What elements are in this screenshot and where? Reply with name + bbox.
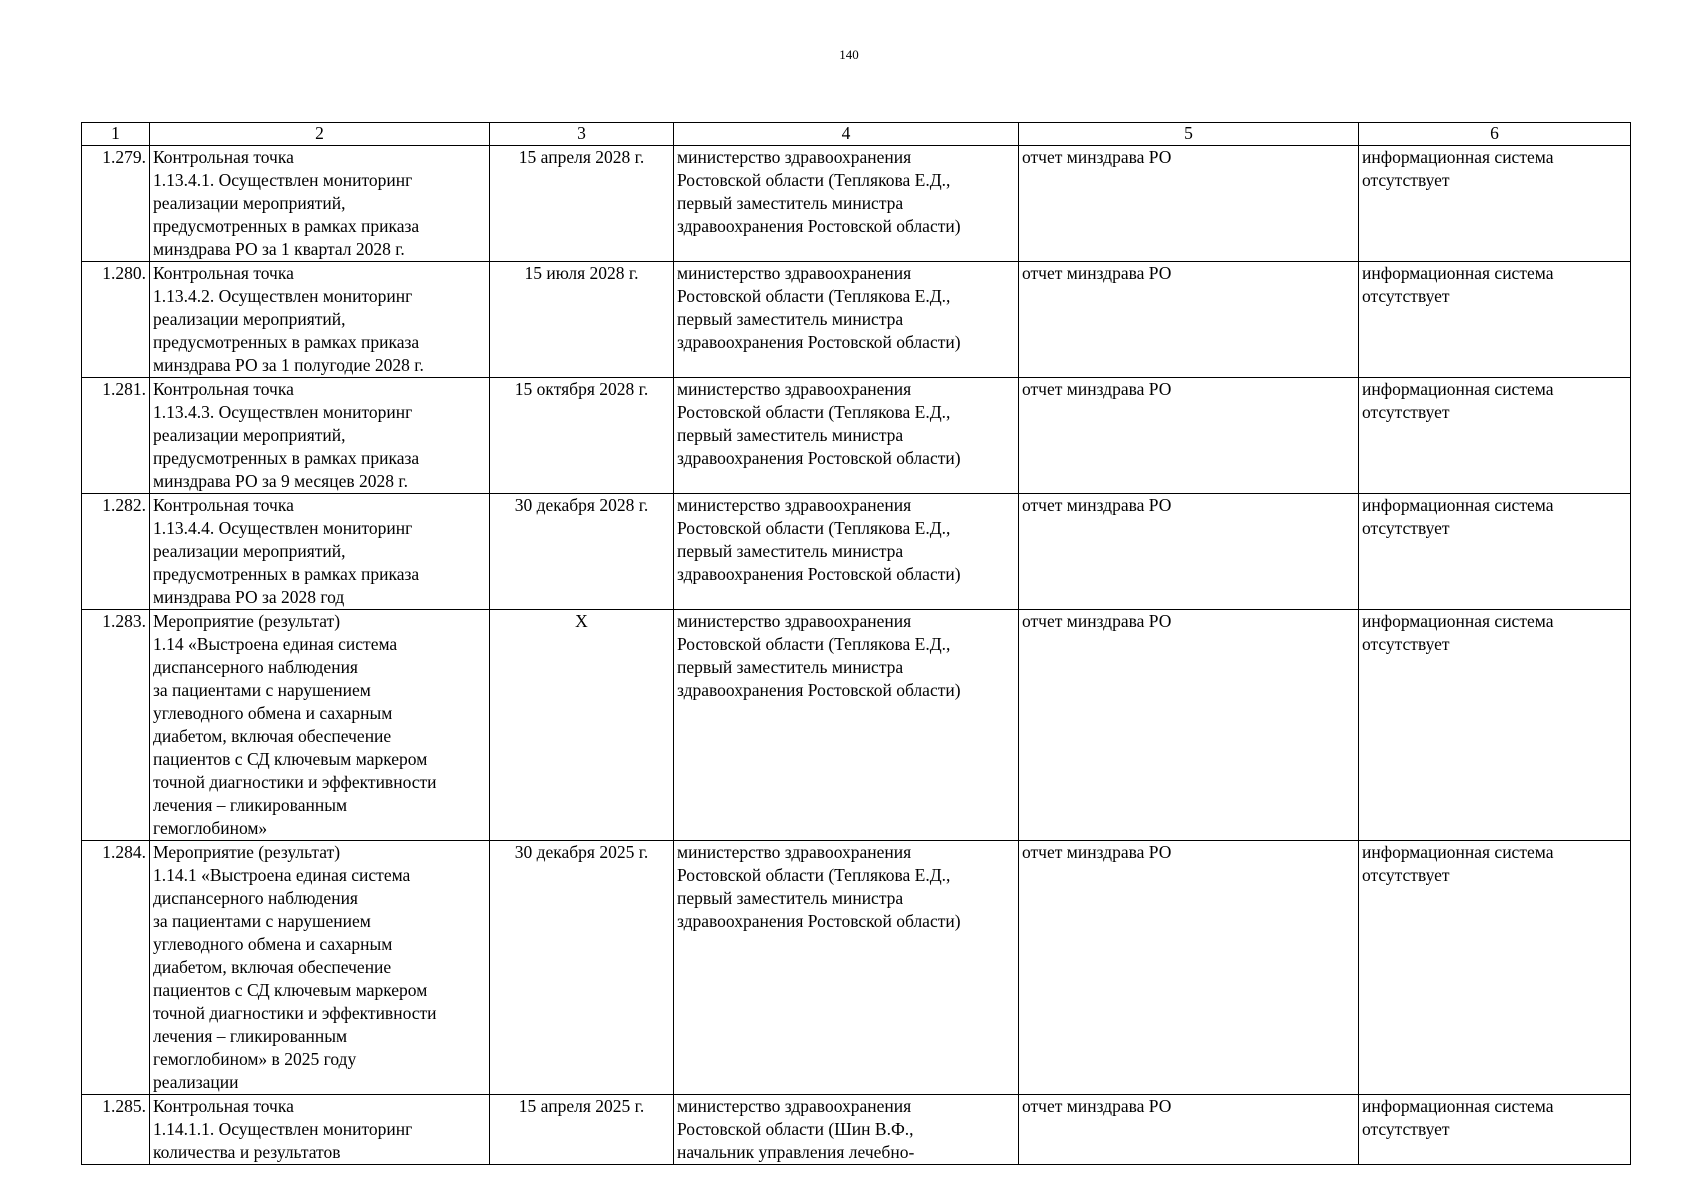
document-type: отчет минздрава РО (1019, 841, 1359, 1095)
responsible-cell (674, 262, 1019, 378)
row-number: 1.283. (82, 610, 150, 841)
responsible-line: здравоохранения Ростовской области) (677, 448, 961, 468)
event-title-line: углеводного обмена и сахарным (153, 703, 393, 723)
info-system-cell (1359, 378, 1631, 494)
event-title-line: 1.13.4.2. Осуществлен мониторинг (153, 286, 413, 306)
deadline-date: 15 апреля 2028 г. (490, 146, 674, 262)
event-title-line: пациентов с СД ключевым маркером (153, 749, 428, 769)
responsible-line: Ростовской области (Теплякова Е.Д., (677, 865, 951, 885)
table-row (82, 146, 1631, 262)
responsible-line: Ростовской области (Теплякова Е.Д., (677, 402, 951, 422)
row-number: 1.282. (82, 494, 150, 610)
document-type: отчет минздрава РО (1019, 494, 1359, 610)
responsible-cell (674, 1095, 1019, 1165)
responsible-line: первый заместитель министра (677, 541, 904, 561)
header-col-3: 3 (490, 123, 674, 146)
responsible-line: министерство здравоохранения (677, 842, 912, 862)
deadline-date: 15 апреля 2025 г. (490, 1095, 674, 1165)
event-title-cell (150, 262, 490, 378)
responsible-line: министерство здравоохранения (677, 379, 912, 399)
responsible-cell (674, 494, 1019, 610)
responsible-cell (674, 378, 1019, 494)
responsible-line: здравоохранения Ростовской области) (677, 332, 961, 352)
responsible-line: Ростовской области (Шин В.Ф., (677, 1119, 914, 1139)
row-number: 1.284. (82, 841, 150, 1095)
row-number: 1.281. (82, 378, 150, 494)
responsible-line: первый заместитель министра (677, 888, 904, 908)
event-title-line: диспансерного наблюдения (153, 888, 358, 908)
info-system-cell (1359, 494, 1631, 610)
info-system-cell (1359, 262, 1631, 378)
info-system-cell (1359, 1095, 1631, 1165)
event-title-line: диабетом, включая обеспечение (153, 957, 392, 977)
event-title-line: реализации мероприятий, (153, 193, 346, 213)
event-title-line: реализации мероприятий, (153, 541, 346, 561)
event-title-line: 1.14 «Выстроена единая система (153, 634, 398, 654)
responsible-line: Ростовской области (Теплякова Е.Д., (677, 286, 951, 306)
row-number: 1.285. (82, 1095, 150, 1165)
info-system-line: отсутствует (1362, 1119, 1450, 1139)
header-row (82, 123, 1631, 146)
event-title-cell (150, 1095, 490, 1165)
plan-table (81, 122, 1631, 1165)
event-title-line: Контрольная точка (153, 1096, 294, 1116)
info-system-line: отсутствует (1362, 170, 1450, 190)
event-title-line: Контрольная точка (153, 263, 294, 283)
responsible-line: министерство здравоохранения (677, 611, 912, 631)
event-title-line: за пациентами с нарушением (153, 911, 371, 931)
event-title-line: реализации мероприятий, (153, 309, 346, 329)
event-title-line: гемоглобином» в 2025 году (153, 1049, 357, 1069)
event-title-line: 1.14.1.1. Осуществлен мониторинг (153, 1119, 413, 1139)
responsible-line: министерство здравоохранения (677, 495, 912, 515)
deadline-date: 30 декабря 2025 г. (490, 841, 674, 1095)
event-title-line: минздрава РО за 9 месяцев 2028 г. (153, 471, 408, 491)
event-title-cell (150, 146, 490, 262)
info-system-line: информационная система (1362, 1096, 1554, 1116)
row-number: 1.280. (82, 262, 150, 378)
event-title-line: количества и результатов (153, 1142, 341, 1162)
event-title-line: пациентов с СД ключевым маркером (153, 980, 428, 1000)
info-system-line: информационная система (1362, 147, 1554, 167)
document-type: отчет минздрава РО (1019, 262, 1359, 378)
event-title-line: диспансерного наблюдения (153, 657, 358, 677)
event-title-line: диабетом, включая обеспечение (153, 726, 392, 746)
responsible-line: здравоохранения Ростовской области) (677, 216, 961, 236)
event-title-line: 1.13.4.1. Осуществлен мониторинг (153, 170, 413, 190)
event-title-line: Контрольная точка (153, 147, 294, 167)
responsible-line: Ростовской области (Теплякова Е.Д., (677, 634, 951, 654)
page-number: 140 (839, 47, 859, 62)
responsible-line: министерство здравоохранения (677, 263, 912, 283)
responsible-line: Ростовской области (Теплякова Е.Д., (677, 170, 951, 190)
event-title-line: предусмотренных в рамках приказа (153, 564, 420, 584)
responsible-line: первый заместитель министра (677, 425, 904, 445)
responsible-line: здравоохранения Ростовской области) (677, 911, 961, 931)
header-col-1: 1 (82, 123, 150, 146)
info-system-line: отсутствует (1362, 518, 1450, 538)
deadline-date: X (490, 610, 674, 841)
info-system-cell (1359, 610, 1631, 841)
document-type: отчет минздрава РО (1019, 1095, 1359, 1165)
responsible-line: Ростовской области (Теплякова Е.Д., (677, 518, 951, 538)
event-title-line: углеводного обмена и сахарным (153, 934, 393, 954)
event-title-line: Мероприятие (результат) (153, 842, 341, 862)
event-title-line: Контрольная точка (153, 495, 294, 515)
event-title-line: 1.13.4.4. Осуществлен мониторинг (153, 518, 413, 538)
event-title-line: точной диагностики и эффективности (153, 1003, 437, 1023)
document-type: отчет минздрава РО (1019, 378, 1359, 494)
table-row (82, 841, 1631, 1095)
document-type: отчет минздрава РО (1019, 146, 1359, 262)
document-type: отчет минздрава РО (1019, 610, 1359, 841)
table-row (82, 262, 1631, 378)
responsible-line: министерство здравоохранения (677, 147, 912, 167)
event-title-line: 1.14.1 «Выстроена единая система (153, 865, 411, 885)
deadline-date: 15 июля 2028 г. (490, 262, 674, 378)
event-title-line: лечения – гликированным (153, 1026, 348, 1046)
info-system-line: отсутствует (1362, 286, 1450, 306)
event-title-line: лечения – гликированным (153, 795, 348, 815)
responsible-cell (674, 146, 1019, 262)
info-system-line: информационная система (1362, 842, 1554, 862)
info-system-line: информационная система (1362, 611, 1554, 631)
responsible-line: здравоохранения Ростовской области) (677, 680, 961, 700)
event-title-line: за пациентами с нарушением (153, 680, 371, 700)
responsible-line: первый заместитель министра (677, 657, 904, 677)
info-system-line: отсутствует (1362, 634, 1450, 654)
responsible-line: здравоохранения Ростовской области) (677, 564, 961, 584)
deadline-date: 30 декабря 2028 г. (490, 494, 674, 610)
event-title-line: минздрава РО за 2028 год (153, 587, 345, 607)
info-system-cell (1359, 146, 1631, 262)
event-title-line: реализации мероприятий, (153, 425, 346, 445)
info-system-cell (1359, 841, 1631, 1095)
event-title-line: предусмотренных в рамках приказа (153, 448, 420, 468)
event-title-cell (150, 494, 490, 610)
header-col-5: 5 (1019, 123, 1359, 146)
event-title-line: минздрава РО за 1 полугодие 2028 г. (153, 355, 424, 375)
table-row (82, 610, 1631, 841)
table-row (82, 494, 1631, 610)
info-system-line: информационная система (1362, 495, 1554, 515)
responsible-line: первый заместитель министра (677, 309, 904, 329)
table-row (82, 1095, 1631, 1165)
event-title-cell (150, 841, 490, 1095)
header-col-6: 6 (1359, 123, 1631, 146)
responsible-cell (674, 841, 1019, 1095)
header-col-4: 4 (674, 123, 1019, 146)
event-title-line: гемоглобином» (153, 818, 268, 838)
event-title-line: предусмотренных в рамках приказа (153, 216, 420, 236)
header-col-2: 2 (150, 123, 490, 146)
table-row (82, 378, 1631, 494)
event-title-cell (150, 378, 490, 494)
event-title-line: предусмотренных в рамках приказа (153, 332, 420, 352)
info-system-line: информационная система (1362, 263, 1554, 283)
info-system-line: отсутствует (1362, 402, 1450, 422)
event-title-cell (150, 610, 490, 841)
responsible-line: начальник управления лечебно- (677, 1142, 915, 1162)
event-title-line: минздрава РО за 1 квартал 2028 г. (153, 239, 405, 259)
row-number: 1.279. (82, 146, 150, 262)
event-title-line: точной диагностики и эффективности (153, 772, 437, 792)
event-title-line: 1.13.4.3. Осуществлен мониторинг (153, 402, 413, 422)
responsible-cell (674, 610, 1019, 841)
event-title-line: реализации (153, 1072, 239, 1092)
info-system-line: информационная система (1362, 379, 1554, 399)
info-system-line: отсутствует (1362, 865, 1450, 885)
event-title-line: Мероприятие (результат) (153, 611, 341, 631)
deadline-date: 15 октября 2028 г. (490, 378, 674, 494)
responsible-line: первый заместитель министра (677, 193, 904, 213)
responsible-line: министерство здравоохранения (677, 1096, 912, 1116)
event-title-line: Контрольная точка (153, 379, 294, 399)
